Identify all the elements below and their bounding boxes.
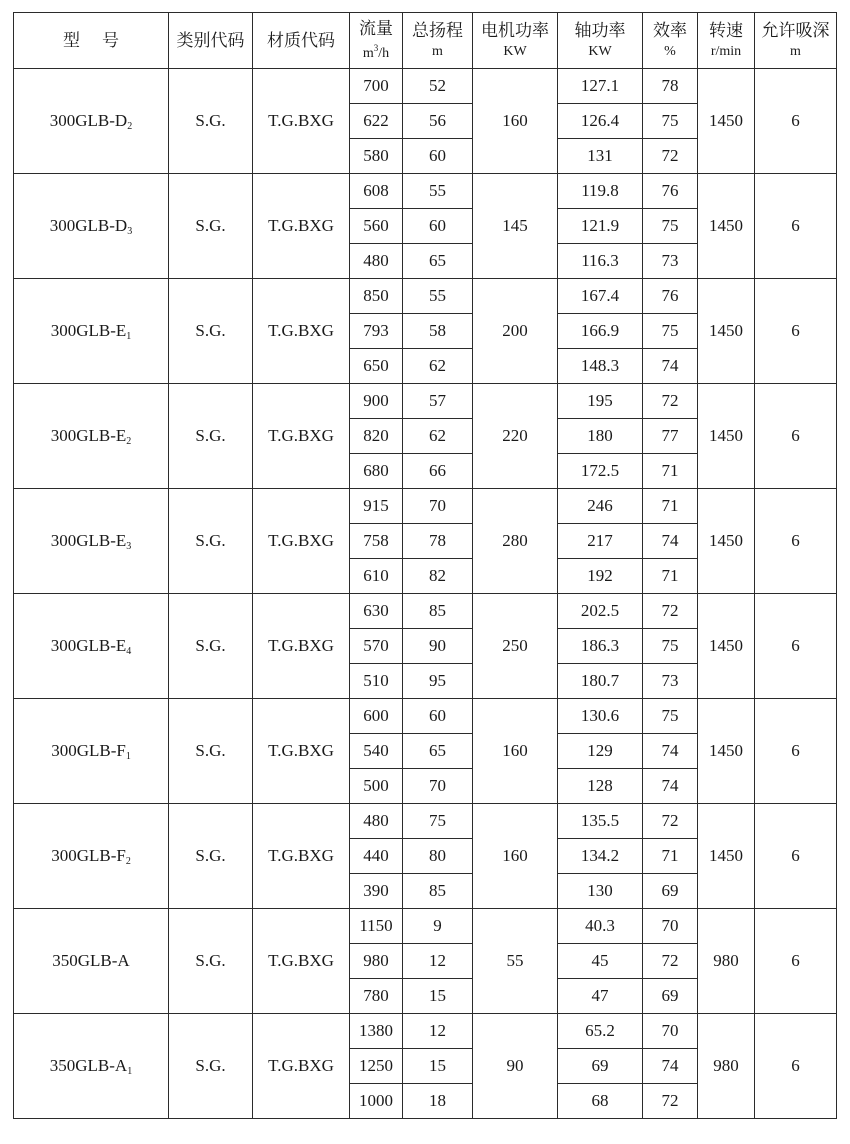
motor-power-cell: 250 <box>473 594 558 699</box>
header-shaft-power: 轴功率 KW <box>558 13 643 69</box>
suction-cell: 6 <box>755 909 837 1014</box>
efficiency-cell: 71 <box>643 559 698 594</box>
shaft-power-cell: 130 <box>558 874 643 909</box>
suction-cell: 6 <box>755 174 837 279</box>
flow-cell: 480 <box>350 244 403 279</box>
flow-cell: 500 <box>350 769 403 804</box>
motor-power-cell: 90 <box>473 1014 558 1119</box>
pump-spec-table <box>13 12 837 1119</box>
header-flow: 流量 $m^3/h$ <box>350 13 403 69</box>
shaft-power-cell: 186.3 <box>558 629 643 664</box>
efficiency-cell: 75 <box>643 314 698 349</box>
head-cell: 55 <box>403 279 473 314</box>
header-suction: 允许吸深 m <box>755 13 837 69</box>
table-row <box>14 489 837 524</box>
table-row <box>14 69 837 104</box>
efficiency-cell: 72 <box>643 139 698 174</box>
shaft-power-cell: 45 <box>558 944 643 979</box>
table-header <box>14 13 837 69</box>
head-cell: 90 <box>403 629 473 664</box>
material-code-cell: T.G.BXG <box>253 174 350 279</box>
pump-spec-sheet <box>13 12 837 1119</box>
head-cell: 56 <box>403 104 473 139</box>
material-code-cell: T.G.BXG <box>253 69 350 174</box>
efficiency-cell: 69 <box>643 874 698 909</box>
speed-cell: 1450 <box>698 174 755 279</box>
efficiency-cell: 71 <box>643 839 698 874</box>
category-code-cell: S.G. <box>169 699 253 804</box>
model-cell <box>14 909 169 1014</box>
shaft-power-cell: 167.4 <box>558 279 643 314</box>
flow-cell: 580 <box>350 139 403 174</box>
shaft-power-cell: 121.9 <box>558 209 643 244</box>
head-cell: 60 <box>403 139 473 174</box>
material-code-cell: T.G.BXG <box>253 279 350 384</box>
model-name: 300GLB-E <box>50 635 127 655</box>
head-cell: 80 <box>403 839 473 874</box>
shaft-power-cell: 69 <box>558 1049 643 1084</box>
shaft-power-cell: 129 <box>558 734 643 769</box>
shaft-power-cell: 130.6 <box>558 699 643 734</box>
model-cell <box>14 699 169 804</box>
model-cell <box>14 594 169 699</box>
shaft-power-cell: 217 <box>558 524 643 559</box>
motor-power-cell: 200 <box>473 279 558 384</box>
header-row <box>14 13 837 69</box>
head-cell: 58 <box>403 314 473 349</box>
efficiency-cell: 76 <box>643 174 698 209</box>
table-row <box>14 174 837 209</box>
motor-power-cell: 280 <box>473 489 558 594</box>
efficiency-cell: 74 <box>643 1049 698 1084</box>
efficiency-cell: 71 <box>643 489 698 524</box>
head-cell: 65 <box>403 244 473 279</box>
category-code-cell: S.G. <box>169 279 253 384</box>
flow-cell: 480 <box>350 804 403 839</box>
motor-power-cell: 55 <box>473 909 558 1014</box>
flow-cell: 1150 <box>350 909 403 944</box>
head-cell: 15 <box>403 979 473 1014</box>
efficiency-cell: 77 <box>643 419 698 454</box>
head-cell: 15 <box>403 1049 473 1084</box>
shaft-power-cell: 116.3 <box>558 244 643 279</box>
model-name: 300GLB-F <box>51 740 126 760</box>
efficiency-cell: 72 <box>643 944 698 979</box>
shaft-power-cell: 148.3 <box>558 349 643 384</box>
table-row <box>14 594 837 629</box>
model-cell <box>14 174 169 279</box>
efficiency-cell: 73 <box>643 244 698 279</box>
efficiency-cell: 74 <box>643 349 698 384</box>
efficiency-cell: 75 <box>643 699 698 734</box>
material-code-cell: T.G.BXG <box>253 804 350 909</box>
table-body <box>14 69 837 1119</box>
shaft-power-cell: 180.7 <box>558 664 643 699</box>
suction-cell: 6 <box>755 279 837 384</box>
model-subscript: 2 <box>125 855 131 867</box>
flow-cell: 650 <box>350 349 403 384</box>
efficiency-cell: 73 <box>643 664 698 699</box>
category-code-cell: S.G. <box>169 1014 253 1119</box>
speed-cell: 1450 <box>698 384 755 489</box>
shaft-power-cell: 134.2 <box>558 839 643 874</box>
efficiency-cell: 70 <box>643 1014 698 1049</box>
category-code-cell: S.G. <box>169 69 253 174</box>
model-cell <box>14 1014 169 1119</box>
flow-cell: 900 <box>350 384 403 419</box>
shaft-power-cell: 180 <box>558 419 643 454</box>
motor-power-cell: 160 <box>473 699 558 804</box>
material-code-cell: T.G.BXG <box>253 909 350 1014</box>
flow-unit: $m^3/h$ <box>362 42 390 61</box>
efficiency-cell: 70 <box>643 909 698 944</box>
head-cell: 85 <box>403 594 473 629</box>
material-code-cell: T.G.BXG <box>253 699 350 804</box>
flow-cell: 820 <box>350 419 403 454</box>
model-name: 350GLB-A <box>49 1055 128 1075</box>
model-cell <box>14 489 169 594</box>
flow-cell: 510 <box>350 664 403 699</box>
table-row <box>14 909 837 944</box>
head-cell: 12 <box>403 944 473 979</box>
shaft-power-cell: 131 <box>558 139 643 174</box>
category-code-cell: S.G. <box>169 384 253 489</box>
flow-cell: 540 <box>350 734 403 769</box>
flow-cell: 1250 <box>350 1049 403 1084</box>
shaft-power-cell: 65.2 <box>558 1014 643 1049</box>
flow-cell: 440 <box>350 839 403 874</box>
flow-cell: 1000 <box>350 1084 403 1119</box>
speed-cell: 1450 <box>698 699 755 804</box>
suction-cell: 6 <box>755 1014 837 1119</box>
flow-cell: 780 <box>350 979 403 1014</box>
table-row <box>14 1014 837 1049</box>
model-subscript: 4 <box>126 645 132 657</box>
suction-cell: 6 <box>755 489 837 594</box>
speed-cell: 980 <box>698 1014 755 1119</box>
shaft-power-cell: 135.5 <box>558 804 643 839</box>
model-name: 300GLB-E <box>50 425 127 445</box>
efficiency-cell: 76 <box>643 279 698 314</box>
model-subscript: 2 <box>127 120 133 132</box>
shaft-power-cell: 126.4 <box>558 104 643 139</box>
table-row <box>14 699 837 734</box>
shaft-power-cell: 127.1 <box>558 69 643 104</box>
model-subscript: 3 <box>126 540 132 552</box>
speed-cell: 1450 <box>698 594 755 699</box>
shaft-power-cell: 246 <box>558 489 643 524</box>
efficiency-cell: 78 <box>643 69 698 104</box>
model-cell <box>14 69 169 174</box>
model-name: 350GLB-A <box>52 950 130 970</box>
speed-cell: 1450 <box>698 69 755 174</box>
suction-cell: 6 <box>755 69 837 174</box>
head-cell: 9 <box>403 909 473 944</box>
flow-cell: 608 <box>350 174 403 209</box>
header-category-code: 类别代码 <box>169 13 253 69</box>
header-model: 型 号 <box>14 13 169 69</box>
efficiency-cell: 75 <box>643 209 698 244</box>
shaft-power-cell: 40.3 <box>558 909 643 944</box>
shaft-power-cell: 202.5 <box>558 594 643 629</box>
category-code-cell: S.G. <box>169 489 253 594</box>
model-cell <box>14 279 169 384</box>
flow-cell: 680 <box>350 454 403 489</box>
model-name: 300GLB-D <box>49 215 128 235</box>
head-cell: 82 <box>403 559 473 594</box>
header-speed: 转速 r/min <box>698 13 755 69</box>
suction-cell: 6 <box>755 384 837 489</box>
head-cell: 12 <box>403 1014 473 1049</box>
material-code-cell: T.G.BXG <box>253 489 350 594</box>
flow-cell: 630 <box>350 594 403 629</box>
suction-cell: 6 <box>755 804 837 909</box>
head-cell: 66 <box>403 454 473 489</box>
model-subscript: 1 <box>125 750 131 762</box>
model-subscript: 2 <box>126 435 132 447</box>
speed-cell: 980 <box>698 909 755 1014</box>
efficiency-cell: 72 <box>643 1084 698 1119</box>
shaft-power-cell: 195 <box>558 384 643 419</box>
head-cell: 75 <box>403 804 473 839</box>
model-name: 300GLB-D <box>49 110 128 130</box>
material-code-cell: T.G.BXG <box>253 384 350 489</box>
flow-cell: 980 <box>350 944 403 979</box>
shaft-power-cell: 128 <box>558 769 643 804</box>
table-row <box>14 804 837 839</box>
model-cell <box>14 384 169 489</box>
shaft-power-cell: 166.9 <box>558 314 643 349</box>
efficiency-cell: 72 <box>643 384 698 419</box>
speed-cell: 1450 <box>698 804 755 909</box>
head-cell: 62 <box>403 349 473 384</box>
header-material-code: 材质代码 <box>253 13 350 69</box>
shaft-power-cell: 119.8 <box>558 174 643 209</box>
efficiency-cell: 75 <box>643 629 698 664</box>
flow-cell: 560 <box>350 209 403 244</box>
motor-power-cell: 220 <box>473 384 558 489</box>
model-subscript: 1 <box>127 1065 133 1077</box>
flow-cell: 793 <box>350 314 403 349</box>
suction-cell: 6 <box>755 594 837 699</box>
material-code-cell: T.G.BXG <box>253 594 350 699</box>
speed-cell: 1450 <box>698 279 755 384</box>
flow-cell: 622 <box>350 104 403 139</box>
head-cell: 62 <box>403 419 473 454</box>
head-cell: 55 <box>403 174 473 209</box>
suction-cell: 6 <box>755 699 837 804</box>
head-cell: 95 <box>403 664 473 699</box>
flow-cell: 850 <box>350 279 403 314</box>
head-cell: 70 <box>403 769 473 804</box>
head-cell: 60 <box>403 699 473 734</box>
efficiency-cell: 69 <box>643 979 698 1014</box>
shaft-power-cell: 68 <box>558 1084 643 1119</box>
shaft-power-cell: 192 <box>558 559 643 594</box>
category-code-cell: S.G. <box>169 594 253 699</box>
efficiency-cell: 72 <box>643 804 698 839</box>
header-head: 总扬程 m <box>403 13 473 69</box>
head-cell: 60 <box>403 209 473 244</box>
head-cell: 52 <box>403 69 473 104</box>
shaft-power-cell: 172.5 <box>558 454 643 489</box>
table-row <box>14 384 837 419</box>
head-cell: 78 <box>403 524 473 559</box>
flow-cell: 758 <box>350 524 403 559</box>
category-code-cell: S.G. <box>169 174 253 279</box>
efficiency-cell: 75 <box>643 104 698 139</box>
head-cell: 65 <box>403 734 473 769</box>
category-code-cell: S.G. <box>169 909 253 1014</box>
head-cell: 70 <box>403 489 473 524</box>
model-name: 300GLB-E <box>50 320 127 340</box>
efficiency-cell: 74 <box>643 524 698 559</box>
flow-cell: 390 <box>350 874 403 909</box>
head-cell: 57 <box>403 384 473 419</box>
model-name: 300GLB-F <box>51 845 126 865</box>
category-code-cell: S.G. <box>169 804 253 909</box>
efficiency-cell: 74 <box>643 769 698 804</box>
header-motor-power: 电机功率 KW <box>473 13 558 69</box>
model-subscript: 1 <box>126 330 132 342</box>
speed-cell: 1450 <box>698 489 755 594</box>
head-cell: 85 <box>403 874 473 909</box>
shaft-power-cell: 47 <box>558 979 643 1014</box>
head-cell: 18 <box>403 1084 473 1119</box>
flow-cell: 610 <box>350 559 403 594</box>
efficiency-cell: 71 <box>643 454 698 489</box>
material-code-cell: T.G.BXG <box>253 1014 350 1119</box>
flow-cell: 700 <box>350 69 403 104</box>
model-cell <box>14 804 169 909</box>
model-name: 300GLB-E <box>50 530 127 550</box>
motor-power-cell: 145 <box>473 174 558 279</box>
efficiency-cell: 72 <box>643 594 698 629</box>
flow-cell: 570 <box>350 629 403 664</box>
motor-power-cell: 160 <box>473 804 558 909</box>
motor-power-cell: 160 <box>473 69 558 174</box>
efficiency-cell: 74 <box>643 734 698 769</box>
table-row <box>14 279 837 314</box>
flow-cell: 600 <box>350 699 403 734</box>
flow-cell: 915 <box>350 489 403 524</box>
flow-cell: 1380 <box>350 1014 403 1049</box>
header-efficiency: 效率 % <box>643 13 698 69</box>
model-subscript: 3 <box>127 225 133 237</box>
